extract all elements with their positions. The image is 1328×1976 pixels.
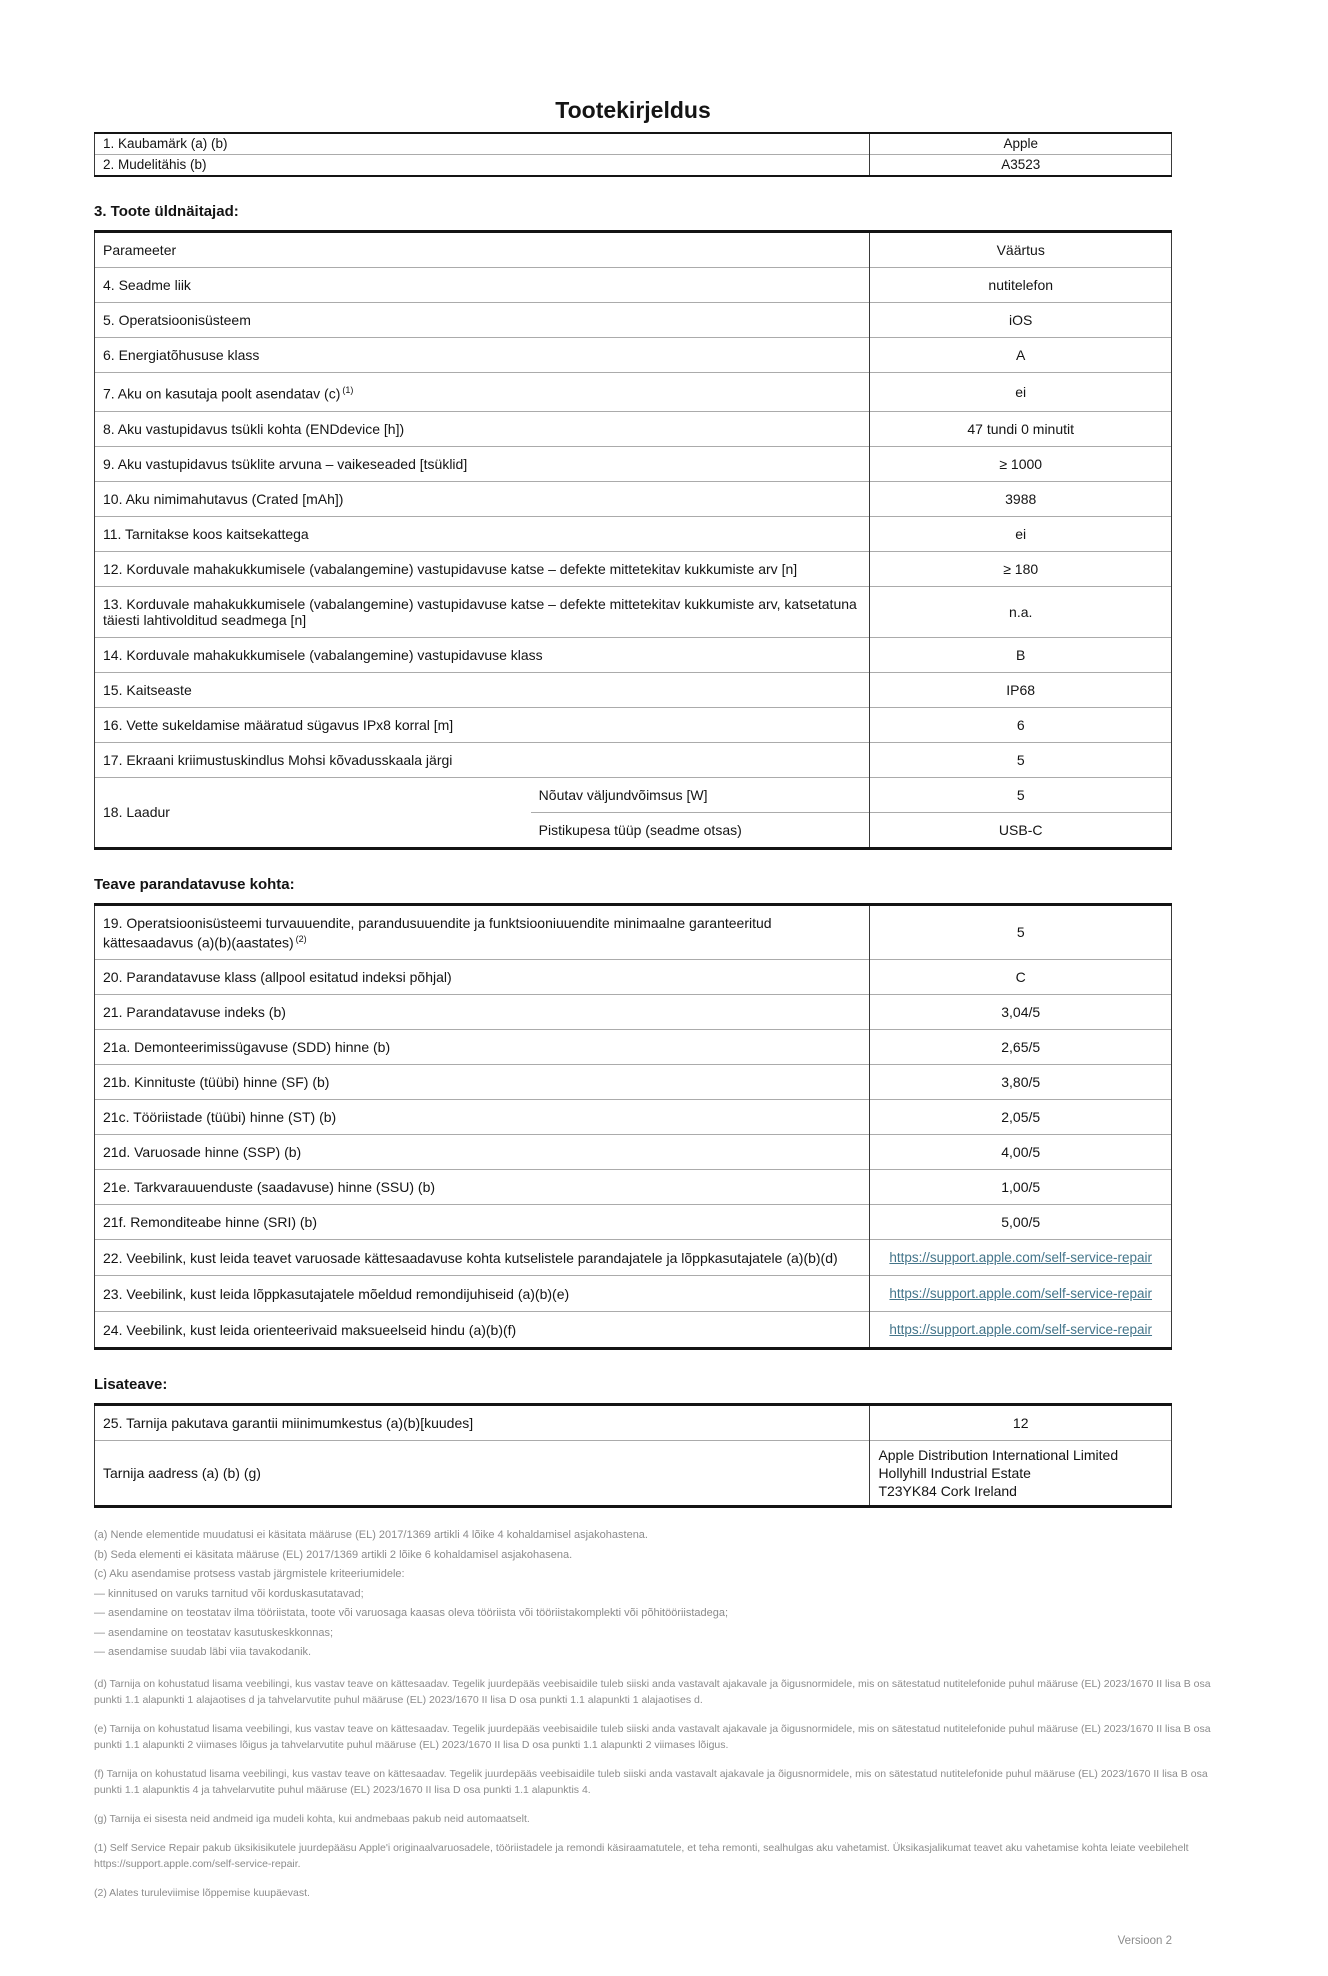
row-label-cell: 24. Veebilink, kust leida orienteerivaid maksueelseid hindu (a)(b)(f) [95,1312,870,1349]
table-row [95,742,1172,777]
row-label: 19. Operatsioonisüsteemi turvauuendite, parandusuuendite ja funktsiooniuuendite minimaalne garanteeritud kättesaadavus (a)(b)(aastates) [103,914,772,951]
row-value-cell: 3988 [870,481,1172,516]
row-value-cell: IP68 [870,672,1172,707]
page-title: Tootekirjeldus [555,97,711,123]
row-label-cell: 23. Veebilink, kust leida lõppkasutajatele mõeldud remondijuhiseid (a)(b)(e) [95,1276,870,1312]
row-value-cell: 47 tundi 0 minutit [870,411,1172,446]
support-link[interactable]: https://support.apple.com/self-service-repair [889,1286,1153,1302]
row-value-cell: USB-C [870,812,1172,848]
identification-table [94,132,1172,177]
row-label-cell: 21b. Kinnituste (tüübi) hinne (SF) (b) [95,1065,870,1100]
row-value-cell: A3523 [870,155,1172,177]
footnotes [94,1526,1236,1901]
table-row [95,155,1172,177]
table-header-row [95,232,1172,268]
row-value-cell: A [870,338,1172,373]
supplier-address [870,1441,1172,1507]
row-label-cell: 15. Kaitseaste [95,672,870,707]
table-row [95,268,1172,303]
row-label: 7. Aku on kasutaja poolt asendatav (c) [103,385,341,402]
row-label-cell: 10. Aku nimimahutavus (Crated [mAh]) [95,481,870,516]
column-header-parameter: Parameeter [95,232,870,268]
row-label-cell: 6. Energiatõhususe klass [95,338,870,373]
row-label-cell: 18. Laadur [95,777,531,848]
row-value-cell: 5 [870,777,1172,812]
repairability-table [94,903,1172,1351]
row-value-cell: C [870,960,1172,995]
row-value-cell [870,1312,1172,1349]
row-label-cell: 1. Kaubamärk (a) (b) [95,133,870,155]
row-value-cell: ≥ 1000 [870,446,1172,481]
table-row [95,637,1172,672]
section-heading-general: 3. Toote üldnäitajad: [94,203,239,220]
row-value-cell: 2,05/5 [870,1100,1172,1135]
footnote-paragraph: (d) Tarnija on kohustatud lisama veebilingi, kus vastav teave on kättesaadav. Tegelik juurdepääs veebisaidile tuleb siiski anda vastavalt ajakavale ja õigusnormidele, mis on sätestatud nutitelefonide puhul määruse (EL) 2023/1670 II lisa B osa punkti 1.1 alapunkti 1 alajaotises d ja tahvelarvutite puhul määruse (EL) 2023/1670 II lisa D osa punkti 1.1 alapunkti 1 alajaotises d. [94,1677,1211,1706]
charger-sub-label: Nõutav väljundvõimsus [W] [531,777,870,812]
row-value-cell: 4,00/5 [870,1135,1172,1170]
table-row [95,551,1172,586]
row-label-cell: 21e. Tarkvarauuenduste (saadavuse) hinne (SSU) (b) [95,1170,870,1205]
table-row [95,960,1172,995]
footnote-paragraph: (1) Self Service Repair pakub üksikisikutele juurdepääsu Apple'i originaalvaruosadele, tööriistadele ja remondi käsiraamatutele, et teha remonti, sealhulgas aku vahetamist. Üksikasjalikumat teavet aku vahetamise kohta leiate veebilehelt https://support.apple.com/self-service-repair. [94,1841,1189,1870]
additional-table [94,1403,1172,1508]
table-row [95,1240,1172,1276]
footnote-ref-2: (2) [295,933,307,944]
table-row [95,411,1172,446]
row-value-cell [870,1240,1172,1276]
row-label-cell [95,373,870,412]
address-line: Hollyhill Industrial Estate [878,1465,1031,1482]
row-label-cell: 16. Vette sukeldamise määratud sügavus IPx8 korral [m] [95,707,870,742]
column-header-value: Väärtus [870,232,1172,268]
row-label-cell: 21. Parandatavuse indeks (b) [95,995,870,1030]
row-value-cell: 5 [870,904,1172,960]
table-row [95,481,1172,516]
row-label-cell: 17. Ekraani kriimustuskindlus Mohsi kõvadusskaala järgi [95,742,870,777]
footnote-paragraph: (g) Tarnija ei sisesta neid andmeid iga mudeli kohta, kui andmebaas pakub neid automaatselt. [94,1812,530,1825]
footnote-line: — asendamise suudab läbi viia tavakodanik. [94,1646,312,1659]
section-heading-repair: Teave parandatavuse kohta: [94,875,295,893]
table-row [95,1405,1172,1441]
document-body [94,97,1172,1508]
row-value-cell: 5 [870,742,1172,777]
table-row [95,1030,1172,1065]
row-value-cell: 1,00/5 [870,1170,1172,1205]
row-label-cell: 9. Aku vastupidavus tsüklite arvuna – vaikeseaded [tsüklid] [95,446,870,481]
footnote-line: (b) Seda elementi ei käsitata määruse (EL) 2017/1369 artikli 2 lõike 6 kohaldamisel asjakohasena. [94,1548,573,1561]
table-row [95,1100,1172,1135]
row-value-cell: ei [870,516,1172,551]
row-label-cell: 21d. Varuosade hinne (SSP) (b) [95,1135,870,1170]
table-row [95,586,1172,637]
row-value-cell: Apple [870,133,1172,155]
row-label-cell: Tarnija aadress (a) (b) (g) [95,1441,870,1507]
table-row [95,1135,1172,1170]
row-label-cell: 22. Veebilink, kust leida teavet varuosade kättesaadavuse kohta kutselistele parandajatele ja lõppkasutajatele (a)(b)(d) [95,1240,870,1276]
footnote-line: — asendamine on teostatav kasutuskeskkonnas; [94,1626,334,1639]
table-row [95,338,1172,373]
footnote-line: (c) Aku asendamise protsess vastab järgmistele kriteeriumidele: [94,1568,405,1581]
footnote-line: — kinnitused on varuks tarnitud või korduskasutatavad; [94,1587,364,1600]
support-link[interactable]: https://support.apple.com/self-service-repair [889,1250,1153,1266]
row-value-cell: ≥ 180 [870,551,1172,586]
footnote-line: (a) Nende elementide muudatusi ei käsitata määruse (EL) 2017/1369 artikli 4 lõike 4 kohaldamisel asjakohastena. [94,1529,648,1542]
table-row [95,904,1172,960]
row-label-cell: 25. Tarnija pakutava garantii miinimumkestus (a)(b)[kuudes] [95,1405,870,1441]
version-label: Versioon 2 [1117,1934,1172,1947]
row-value-cell: 5,00/5 [870,1205,1172,1240]
section-heading-additional: Lisateave: [94,1376,168,1394]
table-row [95,1065,1172,1100]
row-label-cell: 11. Tarnitakse koos kaitsekattega [95,516,870,551]
row-value-cell: ei [870,373,1172,412]
footnote-ref-1: (1) [342,385,354,395]
row-label-cell: 4. Seadme liik [95,268,870,303]
row-label-cell: 2. Mudelitähis (b) [95,155,870,177]
table-row [95,1441,1172,1507]
footnote-line: — asendamine on teostatav ilma tööriistata, toote või varuosaga kaasas oleva tööriista või tööriistakomplekti või põhitööriistadega; [94,1607,729,1620]
table-row [95,707,1172,742]
footnote-paragraph: (2) Alates turuleviimise lõppemise kuupäevast. [94,1886,310,1899]
row-value-cell: 2,65/5 [870,1030,1172,1065]
row-value-cell: iOS [870,303,1172,338]
row-value-cell: 3,80/5 [870,1065,1172,1100]
table-row-charger [95,777,1172,812]
table-row [95,446,1172,481]
row-label-cell: 21a. Demonteerimissügavuse (SDD) hinne (b) [95,1030,870,1065]
address-line: Apple Distribution International Limited [878,1447,1119,1464]
table-row [95,133,1172,155]
table-row [95,1312,1172,1349]
row-label-cell [95,904,870,960]
table-row [95,303,1172,338]
row-label-cell: 14. Korduvale mahakukkumisele (vabalangemine) vastupidavuse klass [95,637,870,672]
row-value-cell [870,1276,1172,1312]
footnote-paragraph: (e) Tarnija on kohustatud lisama veebilingi, kus vastav teave on kättesaadav. Tegelik juurdepääs veebisaidile tuleb siiski anda vastavalt ajakavale ja õigusnormidele, mis on sätestatud nutitelefonide puhul määruse (EL) 2023/1670 II lisa B osa punkti 1.1 alapunkti 2 viimases lõigus ja tahvelarvutite puhul määruse (EL) 2023/1670 II lisa D osa punkti 1.1 alapunkti 2 viimases lõigus. [94,1722,1211,1751]
row-value-cell: 6 [870,707,1172,742]
row-label-cell: 21c. Tööriistade (tüübi) hinne (ST) (b) [95,1100,870,1135]
table-row [95,516,1172,551]
table-row [95,1276,1172,1312]
row-value-cell: nutitelefon [870,268,1172,303]
footnote-paragraph: (f) Tarnija on kohustatud lisama veebilingi, kus vastav teave on kättesaadav. Tegelik juurdepääs veebisaidile tuleb siiski anda vastavalt ajakavale ja õigusnormidele, mis on sätestatud nutitelefonide puhul määruse (EL) 2023/1670 II lisa B osa punkti 1.1 alapunktis 4 ja tahvelarvutite puhul määruse (EL) 2023/1670 II lisa D osa punkti 1.1 alapunktis 4. [94,1767,1208,1796]
row-label-cell: 13. Korduvale mahakukkumisele (vabalangemine) vastupidavuse katse – defekte mittetekitav kukkumiste arv, katsetatuna täiesti lahtivolditud seadmega [n] [95,586,870,637]
row-value-cell: 3,04/5 [870,995,1172,1030]
row-label-cell: 8. Aku vastupidavus tsükli kohta (ENDdevice [h]) [95,411,870,446]
row-value-cell: 12 [870,1405,1172,1441]
row-label-cell: 20. Parandatavuse klass (allpool esitatud indeksi põhjal) [95,960,870,995]
table-row [95,1205,1172,1240]
table-row [95,373,1172,412]
table-row [95,995,1172,1030]
row-value-cell: n.a. [870,586,1172,637]
row-label-cell: 5. Operatsioonisüsteem [95,303,870,338]
table-row [95,672,1172,707]
table-row [95,1170,1172,1205]
row-value-cell: B [870,637,1172,672]
address-line: T23YK84 Cork Ireland [878,1483,1017,1500]
general-table [94,230,1172,850]
support-link[interactable]: https://support.apple.com/self-service-repair [889,1322,1153,1338]
row-label-cell: 21f. Remonditeabe hinne (SRI) (b) [95,1205,870,1240]
row-label-cell: 12. Korduvale mahakukkumisele (vabalangemine) vastupidavuse katse – defekte mittetekitav kukkumiste arv [n] [95,551,870,586]
charger-sub-label: Pistikupesa tüüp (seadme otsas) [531,812,870,848]
